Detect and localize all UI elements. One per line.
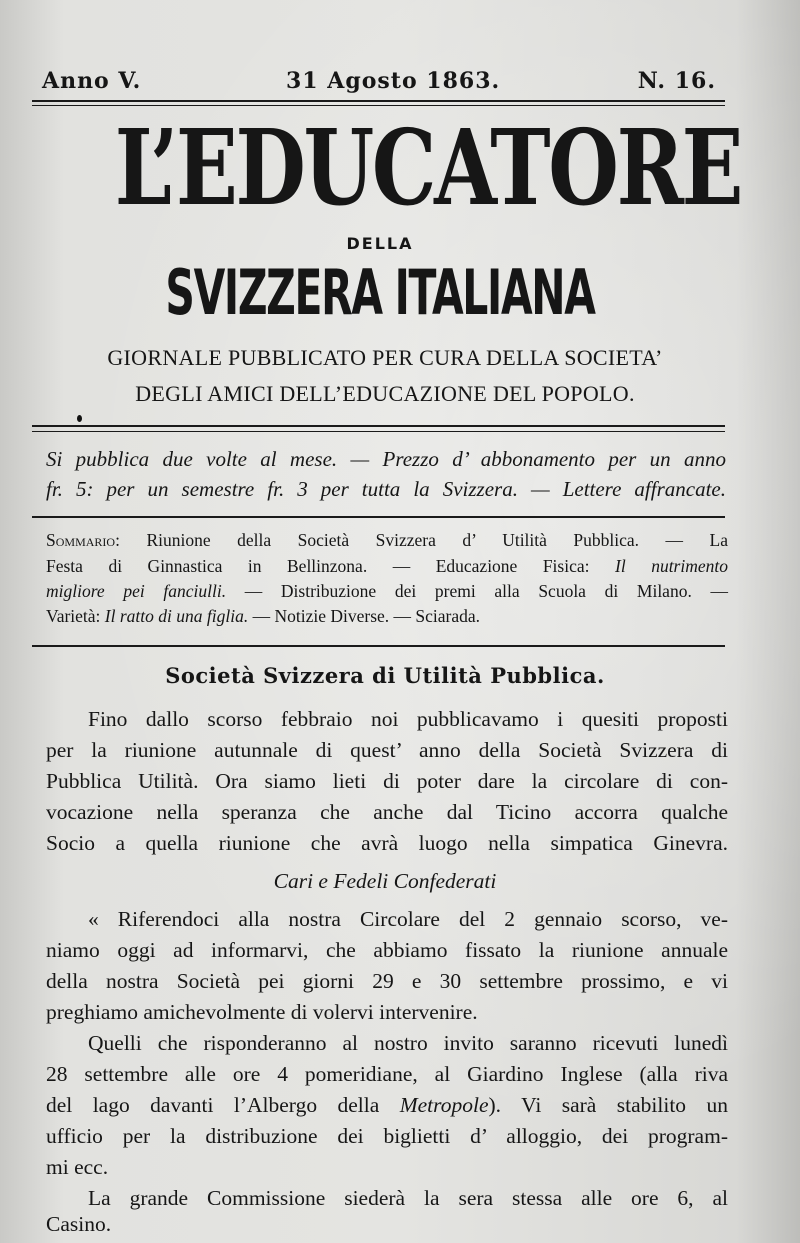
publication-info-line-1: Si pubblica due volte al mese. — Prezzo d’ abbonamento per un anno: [46, 447, 726, 471]
summary-text-4c: — Notizie Diverse. — Sciarada.: [252, 606, 481, 626]
organization-line-1: GIORNALE PUBBLICATO PER CURA DELLA SOCIETA’: [107, 345, 663, 370]
section-title: Società Svizzera di Utilità Pubblica.: [165, 663, 605, 688]
organization-line-2: DEGLI AMICI DELL’EDUCAZIONE DEL POPOLO.: [135, 381, 635, 406]
p1-line-4: vocazione nella speranza che anche dal Ticino accorra qualche: [46, 800, 728, 824]
issue-date: 31 Agosto 1863.: [286, 68, 501, 94]
masthead: [30, 68, 720, 96]
p2-line-4: preghiamo amichevolmente di volervi intervenire.: [46, 1000, 478, 1024]
issue-year: Anno V.: [42, 68, 142, 94]
summary-line-3: [46, 581, 728, 602]
p3-hotel-name: Metropole: [399, 1093, 489, 1117]
p3-line-3a: del lago davanti l’Albergo della: [46, 1093, 380, 1117]
summary-text-4a: Varietà:: [46, 606, 101, 626]
header-rule-thin: [32, 431, 725, 432]
header-rule: [32, 425, 725, 427]
p3-line-2: 28 settembre alle ore 4 pomeridiane, al Giardino Inglese (alla riva: [46, 1062, 728, 1086]
publication-info-line-2: fr. 5: per un semestre fr. 3 per tutta la Svizzera. — Lettere affrancate.: [46, 477, 726, 501]
p3-line-4: ufficio per la distribuzione dei biglietti d’ alloggio, dei program-: [46, 1124, 728, 1148]
summary-line-2: [46, 556, 728, 577]
summary-label: Sommario:: [46, 530, 120, 550]
pub-rule: [32, 516, 725, 518]
title-connector: DELLA: [346, 234, 414, 253]
summary-text-2b: Il nutrimento: [615, 556, 728, 576]
summary-line-1: [46, 530, 728, 551]
issue-number: N. 16.: [637, 68, 716, 94]
summary-text-3b: — Distribuzione dei premi alla Scuola di Milano. —: [244, 581, 728, 601]
newspaper-title: L’EDUCATORE: [114, 106, 742, 229]
top-rule: [32, 100, 725, 102]
p2-line-1: « Riferendoci alla nostra Circolare del 2 gennaio scorso, ve-: [88, 907, 728, 931]
p2-line-3: della nostra Società pei giorni 29 e 30 settembre prossimo, e vi: [46, 969, 728, 993]
ink-spot: [77, 415, 82, 422]
p4-line-2: Casino.: [46, 1212, 112, 1236]
summary-text-2a: Festa di Ginnastica in Bellinzona. — Educazione Fisica:: [46, 556, 590, 576]
summary-rule: [32, 645, 725, 647]
salutation: Cari e Fedeli Confederati: [273, 869, 497, 893]
summary-text-3a: migliore pei fanciulli.: [46, 581, 227, 601]
p3-line-3: [46, 1093, 728, 1118]
p1-line-1: Fino dallo scorso febbraio noi pubblicavamo i quesiti proposti: [88, 707, 728, 731]
p3-line-5: mi ecc.: [46, 1155, 109, 1179]
newspaper-subtitle: SVIZZERA ITALIANA: [165, 256, 595, 329]
p1-line-3: Pubblica Utilità. Ora siamo lieti di poter dare la circolare di con-: [46, 769, 728, 793]
summary-text-4b: Il ratto di una figlia.: [104, 606, 249, 626]
p1-line-2: per la riunione autunnale di quest’ anno della Società Svizzera di: [46, 738, 728, 762]
p1-line-5: Socio a quella riunione che avrà luogo nella simpatica Ginevra.: [46, 831, 728, 855]
p4-line-1: La grande Commissione siederà la sera stessa alle ore 6, al: [88, 1186, 728, 1210]
p3-line-3c: ). Vi sarà stabilito un: [488, 1093, 728, 1117]
p2-line-2: niamo oggi ad informarvi, che abbiamo fissato la riunione annuale: [46, 938, 728, 962]
summary-text-1: Riunione della Società Svizzera d’ Utilità Pubblica. — La: [146, 530, 728, 550]
p3-line-1: Quelli che risponderanno al nostro invito saranno ricevuti lunedì: [88, 1031, 728, 1055]
summary-line-4: [46, 606, 728, 627]
